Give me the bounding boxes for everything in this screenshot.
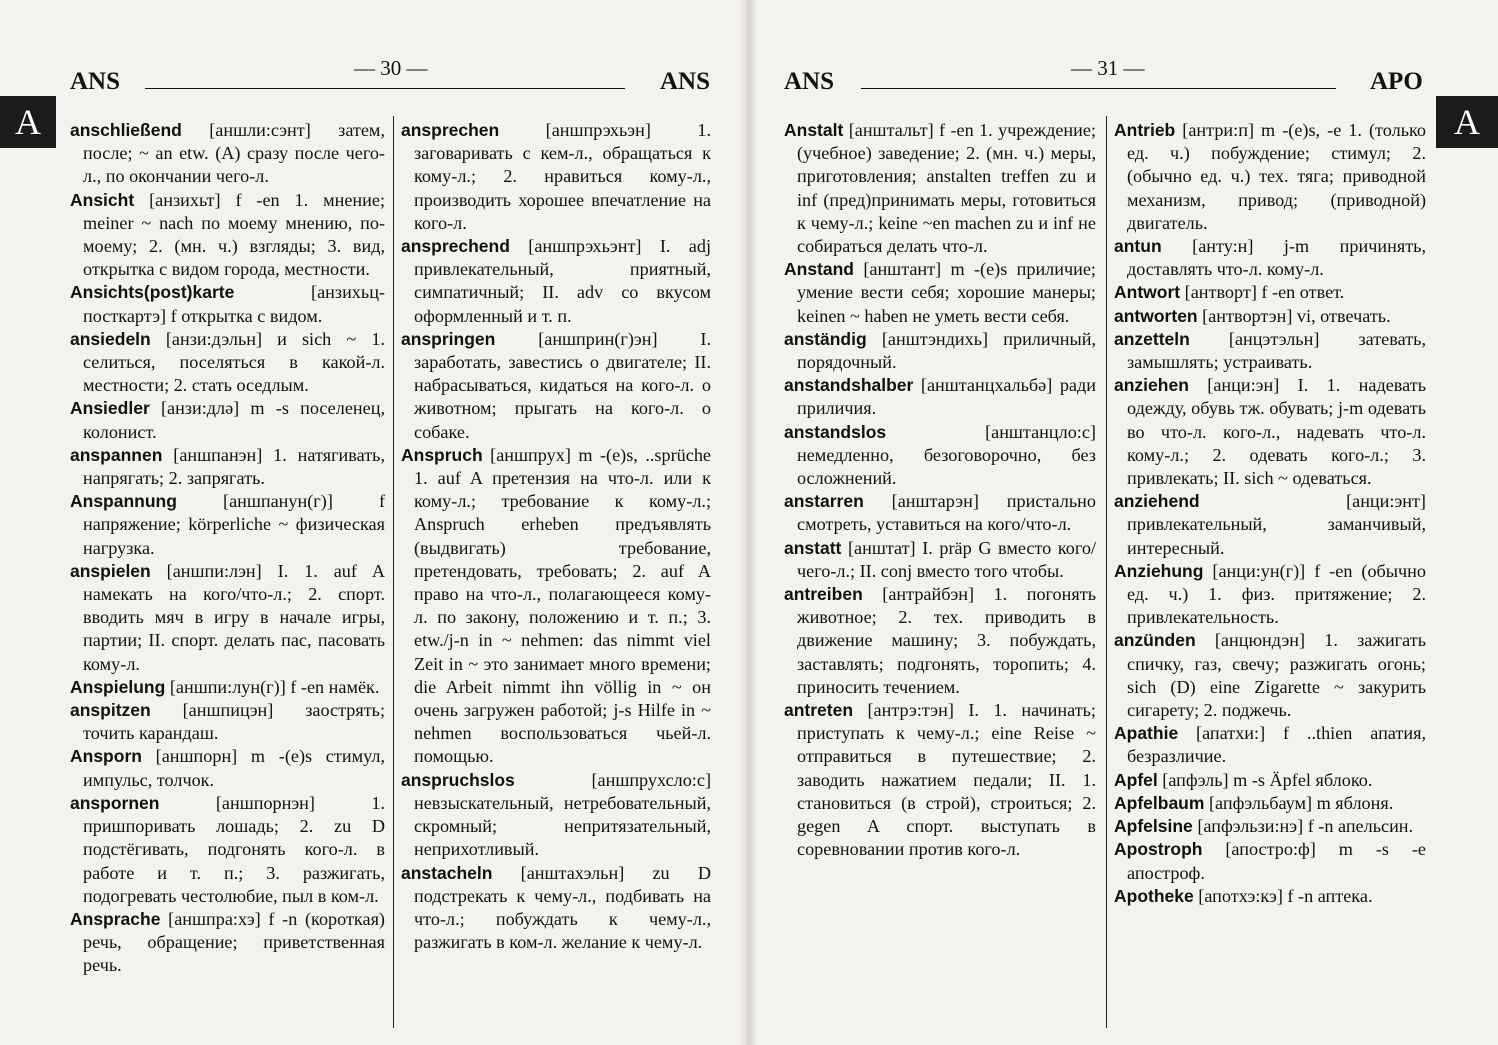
- dictionary-entry: [784, 374, 1096, 420]
- entry-definition: [анзи:дэльн] и sich ~ 1. селиться, поселяться в какой-л. местности; 2. стать оседлым.: [83, 328, 385, 396]
- entry-headword: Apostroph: [1114, 839, 1203, 860]
- entry-headword: Anstand: [784, 259, 854, 280]
- entry-headword: anspringen: [401, 328, 496, 349]
- dictionary-entry: [70, 281, 385, 327]
- entry-definition: [аншпи:лун(г)] f -en намёк.: [165, 676, 380, 697]
- entry-headword: Anspielung: [70, 676, 166, 697]
- entry-definition: [аншприн(г)эн] I. заработать, завестись о двигателе; II. набрасываться, кидаться на кого-л. о животном; прыгать на кого-л. о собаке.: [414, 328, 711, 442]
- header-guide-word-left: ANS: [784, 68, 835, 95]
- dictionary-entry: [1114, 560, 1426, 630]
- dictionary-entry: [1114, 305, 1426, 328]
- entry-headword: anspitzen: [70, 700, 151, 721]
- entry-headword: anspornen: [70, 792, 160, 813]
- entry-headword: Anspannung: [70, 491, 177, 512]
- entry-headword: anziehen: [1114, 375, 1189, 396]
- dictionary-entry: [1114, 328, 1426, 374]
- entry-headword: antreiben: [784, 584, 863, 605]
- entry-definition: [анштат] I. präp G вместо кого/чего-л.; II. conj вместо того чтобы.: [797, 537, 1096, 581]
- dictionary-entry: [70, 119, 385, 189]
- column-divider: [1106, 116, 1107, 1028]
- entry-headword: anzünden: [1114, 630, 1196, 651]
- dictionary-entry: [70, 560, 385, 676]
- entry-definition: [анци:эн] I. 1. надевать одежду, обувь тж. обувать; j-m одевать во что-л. кого-л., надевать что-л. кому-л.; 2. одевать кого-л.; 3. привлекать; II. sich ~ одеваться.: [1127, 375, 1426, 489]
- dictionary-entry: [401, 119, 711, 235]
- header-rule: [145, 88, 625, 89]
- entry-headword: Ansicht: [70, 189, 135, 210]
- entry-headword: anziehend: [1114, 491, 1200, 512]
- entry-headword: Apfel: [1114, 769, 1158, 790]
- entry-definition: [апфэльбаум] m яблоня.: [1204, 792, 1394, 813]
- entry-headword: Antwort: [1114, 282, 1181, 303]
- entry-definition: [анштэндихь] приличный, порядочный.: [797, 328, 1096, 373]
- right-page-header: [756, 56, 1498, 102]
- entry-definition: [аншли:сэнт] затем, после; ~ an etw. (A) сразу после чего-л., по окончании чего-л.: [83, 120, 385, 187]
- entry-headword: anspielen: [70, 560, 151, 581]
- entry-definition: [аншпорн] m -(e)s стимул, импульс, толчок.: [83, 746, 385, 790]
- entry-definition: [аншпи:лэн] I. 1. auf A намекать на кого/что-л.; 2. спорт. вводить мяч в игру в начале игры, партии; II. спорт. делать пас, пасовать кому-л.: [83, 560, 385, 674]
- dictionary-entry: [70, 908, 385, 978]
- dictionary-entry: [70, 397, 385, 443]
- dictionary-entry: [70, 792, 385, 908]
- entry-headword: ansprechen: [401, 120, 500, 140]
- entry-headword: anständig: [784, 328, 867, 349]
- entry-headword: anstatt: [784, 537, 842, 558]
- left-page-header: [0, 56, 742, 102]
- thumb-index-tab: A: [1436, 96, 1498, 148]
- entry-definition: [апотхэ:кэ] f -n аптека.: [1193, 885, 1373, 906]
- right-page: [756, 0, 1498, 1045]
- column-divider: [393, 116, 394, 1028]
- entry-definition: [анзихьт] f -en 1. мнение; meiner ~ nach по моему мнению, по-моему; 2. (мн. ч.) взгляды; 3. вид, открытка с видом города, местности.: [83, 189, 385, 280]
- dictionary-entry: [1114, 722, 1426, 768]
- dictionary-entry: [784, 490, 1096, 536]
- entry-headword: Ansiedler: [70, 398, 150, 419]
- entry-headword: antworten: [1114, 305, 1198, 326]
- entry-definition: [анци:ун(г)] f -en (обычно ед. ч.) 1. физ. притяжение; 2. привлекательность.: [1127, 560, 1426, 628]
- dictionary-entry: [784, 421, 1096, 491]
- dictionary-entry: [1114, 374, 1426, 490]
- entry-definition: [анштахэльн] zu D подстрекать к чему-л., подбивать на что-л.; побуждать к чему-л., разжигать в ком-л. желание к чему-л.: [414, 862, 711, 953]
- entry-definition: [анцюндэн] 1. зажигать спичку, газ, свечу; разжигать огонь; sich (D) eine Zigarette ~ закурить сигарету; 2. поджечь.: [1127, 630, 1426, 721]
- dictionary-entry: [1114, 629, 1426, 722]
- entry-definition: [антрэ:тэн] I. 1. начинать; приступать к чему-л.; eine Reise ~ отправиться в путешествие; 2. заводить нажатием педали; II. 1. становиться (в строй), строиться; 2. gegen A спорт. выступать в соревновании против кого-л.: [797, 700, 1096, 860]
- dictionary-entry: [1114, 769, 1426, 792]
- dictionary-entry: [70, 676, 385, 699]
- dictionary-entry: [784, 119, 1096, 258]
- entry-headword: anstarren: [784, 491, 864, 512]
- entry-definition: [анштарэн] пристально смотреть, уставиться на кого/что-л.: [797, 491, 1096, 535]
- header-guide-word-left: ANS: [70, 68, 121, 95]
- entry-headword: Anspruch: [401, 444, 483, 465]
- left-page: [0, 0, 742, 1045]
- entry-definition: [анцэтэльн] затевать, замышлять; устраивать.: [1127, 328, 1426, 373]
- entry-definition: [аншпрэхьэн] 1. заговаривать с кем-л., обращаться к кому-л.; 2. нравиться кому-л., производить хорошее впечатление на кого-л.: [414, 120, 711, 233]
- entry-headword: anstandslos: [784, 421, 887, 442]
- entry-headword: Apathie: [1114, 723, 1179, 744]
- entry-headword: anstacheln: [401, 862, 493, 883]
- entry-headword: anstandshalber: [784, 375, 914, 396]
- dictionary-entry: [1114, 838, 1426, 884]
- entry-headword: ansiedeln: [70, 328, 151, 349]
- entry-headword: ansprechend: [401, 236, 510, 257]
- entry-definition: [анци:энт] привлекательный, заманчивый, интересный.: [1127, 491, 1426, 558]
- right-column-1: [784, 119, 1096, 862]
- entry-headword: Apfelsine: [1114, 816, 1193, 837]
- entry-definition: [антри:п] m -(e)s, -e 1. (только ед. ч.) побуждение; стимул; 2. (обычно ед. ч.) тех. тяга; приводной механизм, привод; (приводной) двигатель.: [1127, 120, 1426, 233]
- dictionary-entry: [401, 769, 711, 862]
- entry-definition: [аншпра:хэ] f -n (короткая) речь, обращение; приветственная речь.: [83, 908, 385, 976]
- entry-headword: Ansprache: [70, 908, 161, 929]
- dictionary-entry: [1114, 490, 1426, 560]
- entry-headword: Antrieb: [1114, 120, 1176, 140]
- dictionary-entry: [784, 328, 1096, 374]
- entry-definition: [апфэль] m -s Äpfel яблоко.: [1157, 769, 1373, 790]
- header-guide-word-right: ANS: [660, 68, 711, 95]
- entry-headword: Apfelbaum: [1114, 792, 1205, 813]
- dictionary-entry: [70, 699, 385, 745]
- entry-definition: [анштальт] f -en 1. учреждение; (учебное) заведение; 2. (мн. ч.) меры, приготовления; anstalten treffen zu и inf (пред)принимать меры, готовиться к чему-л.; keine ~en machen zu и inf не собираться делать что-л.: [797, 120, 1096, 257]
- entry-definition: [апострo:ф] m -s -e апостроф.: [1127, 839, 1426, 883]
- dictionary-entry: [401, 328, 711, 444]
- header-guide-word-right: APO: [1370, 68, 1423, 95]
- entry-definition: [аншпанун(г)] f напряжение; körperliche ~ физическая нагрузка.: [83, 491, 385, 558]
- entry-headword: antun: [1114, 236, 1162, 257]
- left-column-2: [401, 119, 711, 954]
- dictionary-entry: [70, 328, 385, 398]
- left-column-1: [70, 119, 385, 978]
- dictionary-entry: [1114, 815, 1426, 838]
- entry-headword: Apotheke: [1114, 885, 1194, 906]
- entry-headword: Ansporn: [70, 746, 142, 767]
- entry-headword: anspruchslos: [401, 769, 515, 790]
- entry-definition: [анштант] m -(e)s приличие; умение вести себя; хорошие манеры; keinen ~ haben не уметь вести себя.: [797, 259, 1096, 326]
- page-number: — 30 —: [354, 56, 428, 80]
- dictionary-entry: [70, 490, 385, 560]
- entry-definition: [анту:н] j-m причинять, доставлять что-л. кому-л.: [1127, 236, 1426, 280]
- entry-definition: [антвортэн] vi, отвечать.: [1197, 305, 1391, 326]
- entry-headword: Anstalt: [784, 120, 844, 140]
- entry-definition: [антворт] f -en ответ.: [1180, 282, 1345, 303]
- entry-definition: [анзи:длə] m -s поселенец, колонист.: [83, 398, 385, 442]
- entry-headword: Ansichts(post)karte: [70, 282, 235, 303]
- dictionary-entry: [70, 189, 385, 282]
- dictionary-entry: [1114, 281, 1426, 304]
- entry-headword: Anziehung: [1114, 560, 1204, 581]
- right-column-2: [1114, 119, 1426, 908]
- entry-definition: [аншпицэн] заострять; точить карандаш.: [83, 700, 385, 744]
- dictionary-entry: [70, 444, 385, 490]
- entry-definition: [аншпрух] m -(e)s, ..sprüche 1. auf A претензия на что-л. или к кому-л.; требование к кому-л.; Anspruch erheben предъявлять (выдвигать) требование, претендовать, требовать; 2. auf A право на что-л., полагающееся кому-л. по закону, положению и т. п.; 3. etw./j-n in ~ nehmen: das nimmt viel Zeit in ~ это занимает много времени; die Arbeit nimmt ihn völlig in ~ он очень загружен работой; j-s Hilfe in ~ nehmen воспользоваться чьей-л. помощью.: [414, 444, 711, 767]
- dictionary-entry: [401, 235, 711, 328]
- dictionary-entry: [784, 537, 1096, 583]
- entry-definition: [аншпрухсло:с] невзыскательный, нетребовательный, скромный; непритязательный, неприхотливый.: [414, 769, 711, 860]
- header-rule: [861, 88, 1336, 89]
- dictionary-entry: [401, 444, 711, 769]
- dictionary-entry: [70, 745, 385, 791]
- entry-headword: anschließend: [70, 120, 182, 140]
- entry-definition: [аншпорнэн] 1. пришпоривать лошадь; 2. zu D подстёгивать, подгонять кого-л. в работе и т. п.; 3. разжигать, подогревать честолюбие, пыл в ком-л.: [83, 792, 385, 906]
- dictionary-entry: [784, 583, 1096, 699]
- entry-definition: [аншпрэхьэнт] I. adj привлекательный, приятный, симпатичный; II. adv со вкусом оформленный и т. п.: [414, 236, 711, 326]
- thumb-index-tab: A: [0, 96, 56, 148]
- page-number: — 31 —: [1071, 56, 1145, 80]
- entry-definition: [апатхи:] f ..thien апатия, безразличие.: [1127, 723, 1426, 767]
- entry-definition: [апфэльзи:нэ] f -n апельсин.: [1192, 816, 1414, 837]
- dictionary-entry: [1114, 119, 1426, 235]
- dictionary-entry: [401, 862, 711, 955]
- entry-definition: [антрайбэн] 1. погонять животное; 2. тех. приводить в движение машину; 3. побуждать, заставлять; подгонять, торопить; 4. приносить течением.: [797, 584, 1096, 697]
- dictionary-entry: [784, 699, 1096, 861]
- entry-definition: [анштанцхальбə] ради приличия.: [797, 375, 1096, 419]
- dictionary-entry: [1114, 792, 1426, 815]
- dictionary-entry: [1114, 885, 1426, 908]
- dictionary-entry: [784, 258, 1096, 328]
- entry-headword: antreten: [784, 700, 854, 721]
- entry-definition: [аншпанэн] 1. натягивать, напрягать; 2. запрягать.: [83, 444, 385, 489]
- dictionary-entry: [1114, 235, 1426, 281]
- entry-headword: anzetteln: [1114, 328, 1190, 349]
- entry-headword: anspannen: [70, 444, 163, 465]
- entry-definition: [анштанцло:с] немедленно, безоговорочно, без осложнений.: [797, 421, 1096, 489]
- entry-definition: [анзихьц-посткартэ] f открытка с видом.: [83, 282, 385, 326]
